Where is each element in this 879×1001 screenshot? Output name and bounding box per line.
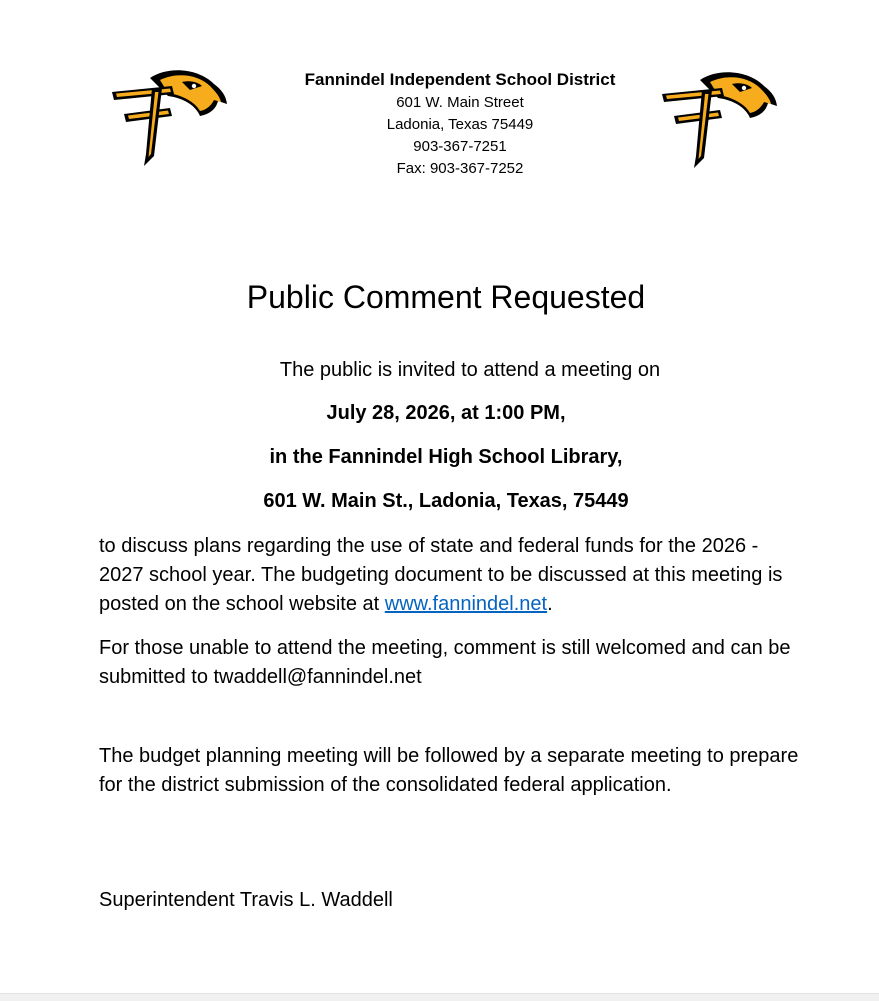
falcon-f-logo-icon: [110, 64, 228, 168]
comment-paragraph: For those unable to attend the meeting, comment is still welcomed and can be submitted to twaddell@fannindel.net: [99, 637, 791, 688]
purpose-paragraph: [99, 532, 799, 619]
invite-text: The public is invited to attend a meeting on: [279, 359, 661, 381]
fax-number: Fax: 903-367-7252: [396, 160, 524, 177]
district-name: Fannindel Independent School District: [304, 70, 616, 89]
phone-number: 903-367-7251: [413, 138, 507, 155]
signature: Superintendent Travis L. Waddell: [99, 889, 393, 911]
street-address: 601 W. Main Street: [396, 94, 524, 111]
page-title: Public Comment Requested: [246, 279, 646, 315]
city-state-zip: Ladonia, Texas 75449: [386, 116, 534, 133]
purpose-period: .: [547, 593, 553, 615]
meeting-date-time: July 28, 2026, at 1:00 PM,: [326, 402, 566, 424]
followup-paragraph: The budget planning meeting will be followed by a separate meeting to prepare for the district submission of the consolidated federal application.: [99, 745, 799, 796]
falcon-f-logo-icon: [660, 66, 778, 170]
purpose-text: to discuss plans regarding the use of state and federal funds for the 2026 - 2027 school year. The budgeting document to be discussed at this meeting is posted on the school website at: [99, 535, 783, 615]
website-link[interactable]: www.fannindel.net: [384, 593, 548, 615]
meeting-street-address: 601 W. Main St., Ladonia, Texas, 75449: [263, 490, 629, 512]
meeting-location: in the Fannindel High School Library,: [269, 446, 623, 468]
letterhead: [250, 68, 670, 180]
